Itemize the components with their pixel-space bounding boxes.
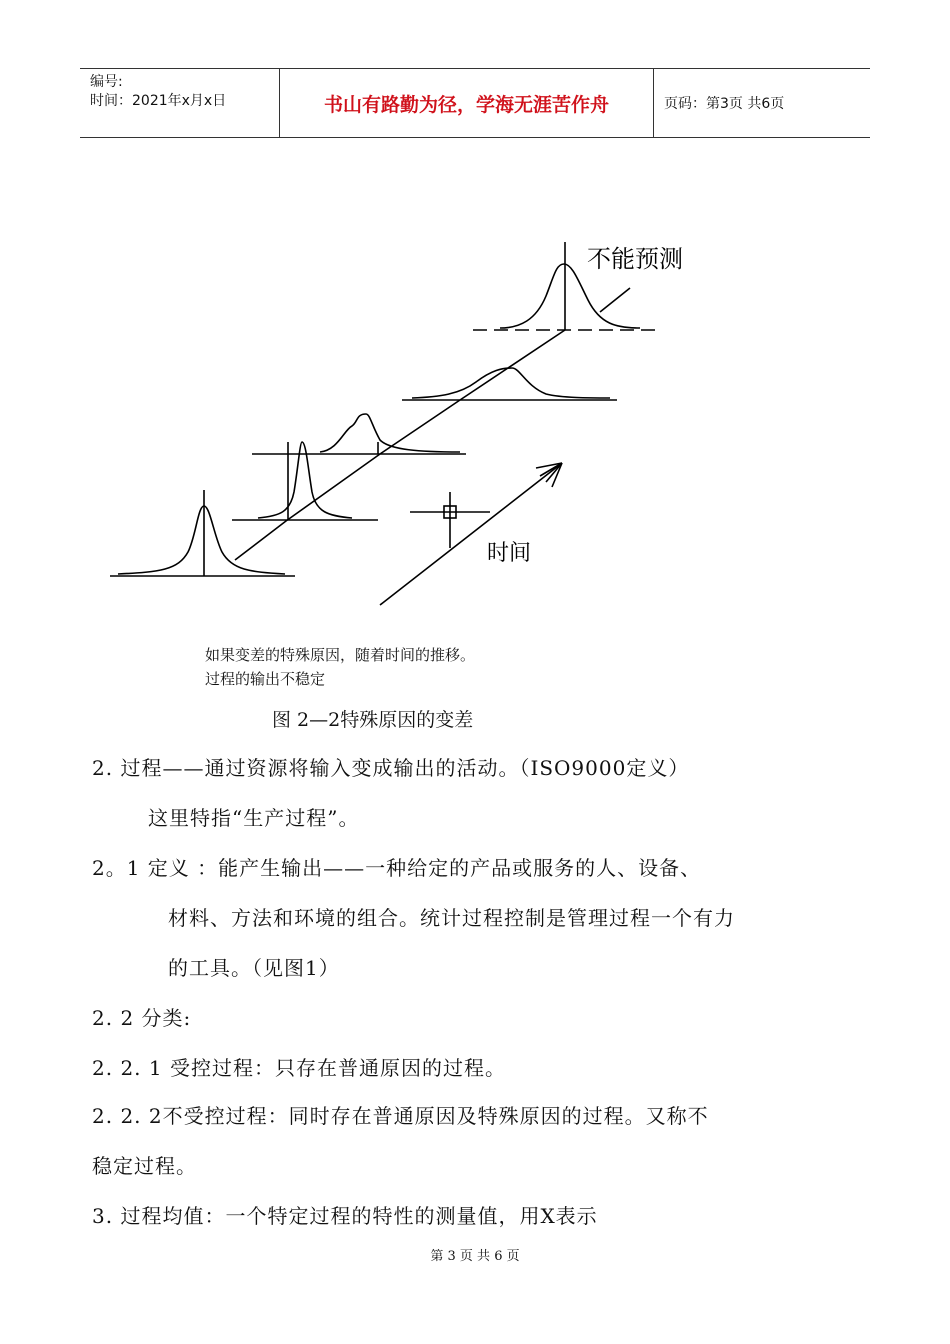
para-3-process-mean: 3. 过程均值：一个特定过程的特性的测量值，用X表示 xyxy=(92,1204,598,1228)
header-time-label: 时间：2021年x月x日 xyxy=(90,93,227,109)
para-2-2-classification: 2. 2 分类: xyxy=(92,1006,192,1030)
label-time: 时间 xyxy=(487,541,532,566)
header-meta xyxy=(80,69,280,137)
para-2-2-2: 2. 2. 2不受控过程：同时存在普通原因及特殊原因的过程。又称不 xyxy=(92,1104,709,1128)
caption-line-1: 如果变差的特殊原因，随着时间的推移。 xyxy=(205,646,476,664)
para-2-1-cont-1: 材料、方法和环境的组合。统计过程控制是管理过程一个有力 xyxy=(168,906,735,930)
para-2-process-definition: 2. 过程——通过资源将输入变成输出的活动。（ISO9000定义） xyxy=(92,756,690,780)
header-slogan: 书山有路勤为径，学海无涯苦作舟 xyxy=(280,69,654,137)
header-page-info: 页码：第3页 共6页 xyxy=(664,96,785,112)
page-header xyxy=(80,68,870,138)
label-pointer xyxy=(600,288,630,312)
time-arrow-shaft xyxy=(380,463,562,605)
caption-line-2: 过程的输出不稳定 xyxy=(205,670,326,688)
figure-drawing xyxy=(100,230,700,620)
para-2-2-2-cont: 稳定过程。 xyxy=(92,1154,197,1178)
trend-line xyxy=(235,330,565,560)
figure-caption xyxy=(205,643,475,691)
para-2-1-definition: 2。1 定义 ：能产生输出——一种给定的产品或服务的人、设备、 xyxy=(92,856,702,880)
para-2-note: 这里特指“生产过程”。 xyxy=(148,806,360,830)
distribution-curve-4 xyxy=(412,368,610,398)
page-footer: 第 3 页 共 6 页 xyxy=(430,1249,520,1264)
para-2-1-cont-2: 的工具。（见图1） xyxy=(168,956,340,980)
para-2-2-1: 2. 2. 1 受控过程：只存在普通原因的过程。 xyxy=(92,1056,506,1080)
header-number-label: 编号: xyxy=(90,74,123,90)
figure-title: 图 2—2特殊原因的变差 xyxy=(272,709,474,731)
label-unpredictable: 不能预测 xyxy=(587,245,683,273)
special-cause-variation-figure xyxy=(100,230,700,620)
